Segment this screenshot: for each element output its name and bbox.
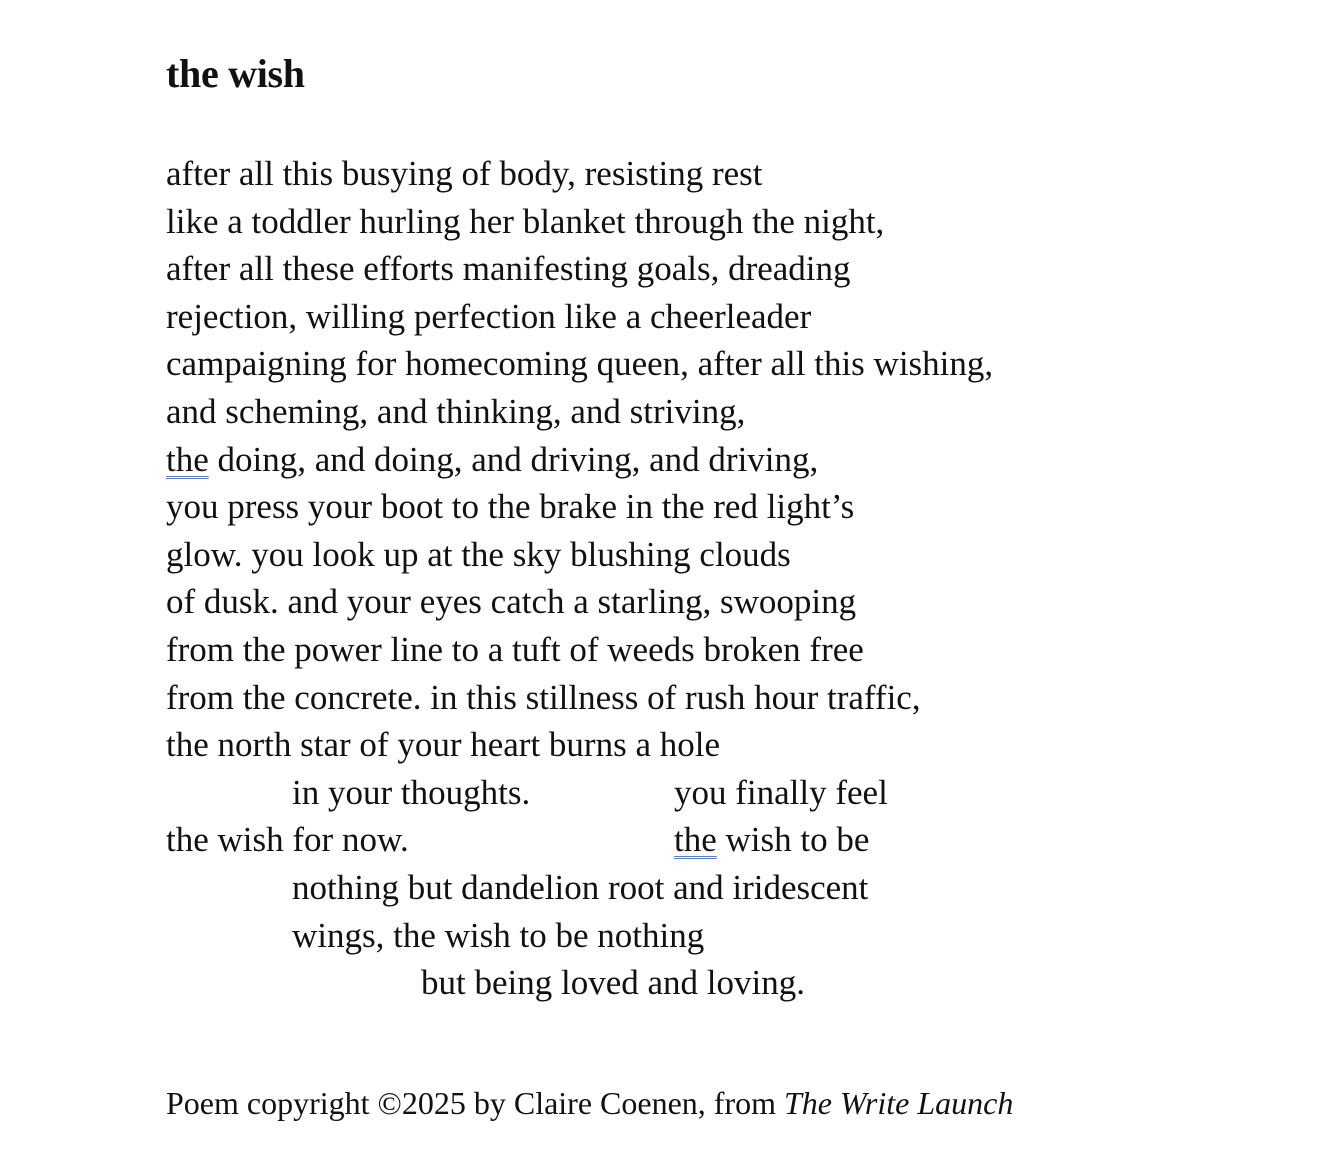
- grammar-flagged-word: the: [674, 820, 717, 860]
- line-text: and scheming, and thinking, and striving,: [166, 391, 746, 431]
- credit-prefix: Poem copyright ©2025 by Claire Coenen, from: [166, 1085, 784, 1121]
- publication-name: The Write Launch: [783, 1085, 1014, 1121]
- line-text-right: [674, 816, 869, 864]
- line-text: [166, 436, 818, 484]
- line-text: campaigning for homecoming queen, after all this wishing,: [166, 344, 994, 384]
- poem-line: [166, 959, 1266, 1007]
- poem-page: [166, 0, 1266, 1162]
- line-text-rest: doing, and doing, and driving, and driving,: [208, 439, 819, 479]
- poem-line: [166, 674, 1266, 722]
- line-text: wings, the wish to be nothing: [292, 915, 705, 955]
- poem-line: [166, 293, 1266, 341]
- poem-line: [166, 198, 1266, 246]
- line-text: of dusk. and your eyes catch a starling, swooping: [166, 582, 857, 622]
- line-text-right: you finally feel: [674, 772, 888, 812]
- poem-line: [166, 816, 1266, 864]
- line-text-left: the wish for now.: [166, 820, 409, 860]
- poem-line: [166, 340, 1266, 388]
- line-text: you press your boot to the brake in the red light’s: [166, 487, 855, 527]
- line-text-left: in your thoughts.: [292, 772, 531, 812]
- poem-line: [166, 721, 1266, 769]
- line-text: like a toddler hurling her blanket through the night,: [166, 201, 885, 241]
- line-text: glow. you look up at the sky blushing clouds: [166, 534, 791, 574]
- poem-line: [166, 769, 1266, 817]
- poem-line: [166, 912, 1266, 960]
- poem-line: [166, 483, 1266, 531]
- line-text: after all this busying of body, resisting rest: [166, 154, 763, 193]
- line-text: nothing but dandelion root and iridescent: [292, 867, 869, 907]
- line-text-rest: wish to be: [716, 820, 870, 860]
- poem-line: [166, 388, 1266, 436]
- line-text: after all these efforts manifesting goals, dreading: [166, 249, 851, 289]
- poem-line: [166, 531, 1266, 579]
- poem-line: [166, 245, 1266, 293]
- copyright-credit: [166, 1080, 1013, 1126]
- poem-title: the wish: [166, 51, 305, 96]
- line-text: from the concrete. in this stillness of rush hour traffic,: [166, 677, 921, 717]
- poem-body: [166, 150, 1266, 1007]
- poem-line: [166, 864, 1266, 912]
- poem-line: [166, 150, 1266, 198]
- poem-line: [166, 436, 1266, 484]
- poem-line: [166, 626, 1266, 674]
- poem-line: [166, 578, 1266, 626]
- line-text: the north star of your heart burns a hole: [166, 725, 721, 765]
- line-text: from the power line to a tuft of weeds broken free: [166, 629, 864, 669]
- line-text: rejection, willing perfection like a cheerleader: [166, 296, 812, 336]
- grammar-flagged-word: the: [166, 439, 209, 479]
- line-text: but being loved and loving.: [421, 963, 805, 1003]
